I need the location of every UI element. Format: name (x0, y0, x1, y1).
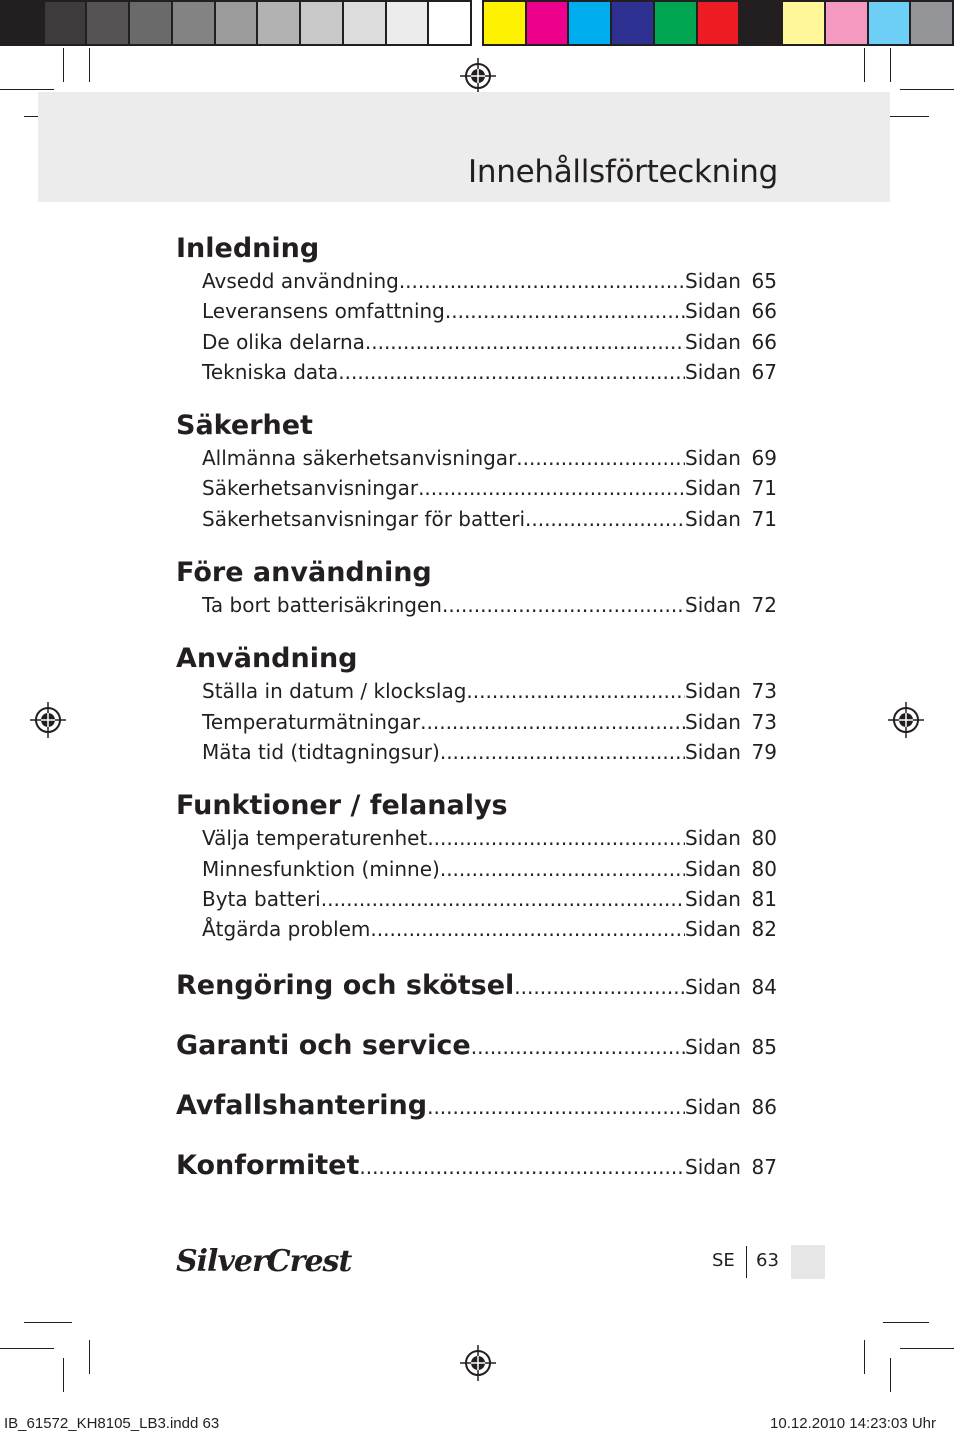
page-number-ref: 86 (751, 1095, 777, 1120)
toc-entry[interactable] (176, 823, 777, 853)
page-word: Sidan (685, 506, 741, 531)
toc-page-ref (685, 1155, 777, 1179)
toc-page-ref (685, 914, 777, 944)
process-color-swatch (740, 2, 783, 44)
toc-section-heading: Före användning (176, 557, 432, 589)
page-number-ref: 73 (751, 679, 777, 704)
page-word: Sidan (685, 917, 741, 942)
toc-entry[interactable] (176, 914, 777, 944)
dot-leader (420, 707, 685, 737)
dot-leader (365, 327, 685, 357)
page-number-ref: 87 (751, 1155, 777, 1180)
crop-mark (883, 1322, 929, 1323)
gray-swatch (45, 2, 88, 44)
process-color-swatch (527, 2, 570, 44)
dot-leader (338, 357, 685, 387)
page-word: Sidan (685, 1035, 741, 1060)
page-number-ref: 73 (751, 709, 777, 734)
registration-mark-icon (460, 58, 496, 94)
toc-page-ref (685, 590, 777, 620)
page-word: Sidan (685, 476, 741, 501)
toc-entry-label: Säkerhetsanvisningar (202, 476, 419, 501)
dot-leader (427, 823, 685, 853)
page-number-ref: 66 (751, 329, 777, 354)
crop-mark (890, 48, 891, 82)
process-color-swatch (911, 2, 952, 44)
process-color-swatch (484, 2, 527, 44)
process-color-swatch (869, 2, 912, 44)
toc-section (176, 409, 777, 534)
toc-page-ref (685, 327, 777, 357)
toc-entry-label: Välja temperaturenhet (202, 826, 428, 851)
process-color-swatch (826, 2, 869, 44)
dot-leader (445, 296, 685, 326)
toc-page-ref (685, 296, 777, 326)
page-word: Sidan (685, 1155, 741, 1180)
toc-entry-label: Säkerhetsanvisningar för batteri (202, 506, 525, 531)
toc-main-entry-label: Konformitet (176, 1150, 360, 1182)
page-word: Sidan (685, 826, 741, 851)
page-number: 63 (756, 1250, 779, 1271)
toc-entry-label: Byta batteri (202, 886, 321, 911)
toc-entry[interactable] (176, 473, 777, 503)
page-word: Sidan (685, 593, 741, 618)
brand-logo: SilverCrest (176, 1244, 352, 1279)
dot-leader (440, 737, 685, 767)
page-word: Sidan (685, 299, 741, 324)
gray-swatch (301, 2, 344, 44)
page-number-ref: 81 (751, 886, 777, 911)
crop-mark (900, 1348, 954, 1349)
dot-leader (466, 676, 685, 706)
page-number-ref: 71 (751, 506, 777, 531)
toc-entry-label: Mäta tid (tidtagningsur) (202, 739, 440, 764)
toc-page-ref (685, 823, 777, 853)
toc-page-ref (685, 357, 777, 387)
toc-entry-label: Temperaturmätningar (202, 709, 421, 734)
crop-mark (864, 48, 865, 82)
crop-mark (24, 1322, 72, 1323)
toc-entry-label: Minnesfunktion (minne) (202, 856, 440, 881)
toc-entry[interactable] (176, 676, 777, 706)
page-number-ref: 82 (751, 917, 777, 942)
toc-main-entry-label: Garanti och service (176, 1030, 471, 1062)
page-word: Sidan (685, 856, 741, 881)
crop-mark (890, 1358, 891, 1392)
toc-entry[interactable] (176, 737, 777, 767)
toc-section (176, 232, 777, 387)
toc-main-entry[interactable] (176, 1030, 777, 1070)
page-word: Sidan (685, 975, 741, 1000)
toc-main-entry[interactable] (176, 1150, 777, 1190)
toc-page-ref (685, 975, 777, 999)
toc-entry-label: Allmänna säkerhetsanvisningar (202, 446, 517, 471)
toc-section (176, 556, 777, 620)
dot-leader (418, 473, 685, 503)
page-number-ref: 80 (751, 826, 777, 851)
gray-swatch (2, 2, 45, 44)
page-number-ref: 72 (751, 593, 777, 618)
slug-datetime: 10.12.2010 14:23:03 Uhr (770, 1415, 936, 1432)
crop-mark (63, 48, 64, 82)
process-color-swatch (655, 2, 698, 44)
page-number-ref: 67 (751, 359, 777, 384)
dot-leader (321, 884, 685, 914)
toc-page-ref (685, 443, 777, 473)
crop-mark (63, 1358, 64, 1392)
page-number-ref: 65 (751, 269, 777, 293)
toc-entry-label: Avsedd användning (202, 269, 399, 293)
toc-entry[interactable] (176, 327, 777, 357)
page-number-ref: 79 (751, 739, 777, 764)
process-color-swatch (569, 2, 612, 44)
toc-entry-label: De olika delarna (202, 329, 365, 354)
toc-main-entry[interactable] (176, 1090, 777, 1130)
toc-main-entry-label: Rengöring och skötsel (176, 970, 515, 1002)
dot-leader (370, 914, 685, 944)
toc-entry-label: Tekniska data (202, 359, 339, 384)
dot-leader (399, 266, 685, 296)
toc-main-entry-label: Avfallshantering (176, 1090, 428, 1122)
dot-leader (471, 1035, 685, 1059)
page-word: Sidan (685, 739, 741, 764)
toc-page-ref (685, 884, 777, 914)
toc-page-ref (685, 737, 777, 767)
toc-page-ref (685, 1035, 777, 1059)
page-word: Sidan (685, 886, 741, 911)
gray-swatch (344, 2, 387, 44)
gray-swatch (216, 2, 259, 44)
toc-entry[interactable] (176, 707, 777, 737)
gray-swatch (429, 2, 470, 44)
toc-section-heading: Säkerhet (176, 410, 313, 442)
dot-leader (442, 590, 685, 620)
dot-leader (359, 1155, 685, 1179)
footer-tab-box (791, 1245, 825, 1279)
toc-entry[interactable] (176, 884, 777, 914)
page-word: Sidan (685, 269, 741, 293)
toc-page-ref (685, 707, 777, 737)
dot-leader (525, 504, 685, 534)
registration-mark-icon (460, 1345, 496, 1381)
crop-mark (0, 89, 54, 90)
toc-entry[interactable] (176, 854, 777, 884)
page-number-ref: 69 (751, 446, 777, 471)
gray-swatch (258, 2, 301, 44)
gray-swatch (130, 2, 173, 44)
toc-entry[interactable] (176, 504, 777, 534)
toc-page-ref (685, 504, 777, 534)
page-number-ref: 71 (751, 476, 777, 501)
crop-mark (89, 48, 90, 82)
process-color-swatch (612, 2, 655, 44)
page-word: Sidan (685, 679, 741, 704)
language-code: SE (712, 1250, 735, 1271)
process-color-bar (482, 0, 954, 46)
gray-swatch (173, 2, 216, 44)
process-color-swatch (698, 2, 741, 44)
toc-page-ref (685, 854, 777, 884)
toc-entry-label: Ta bort batterisäkringen (202, 593, 442, 618)
toc-entry[interactable] (176, 357, 777, 387)
page-word: Sidan (685, 359, 741, 384)
page-number-ref: 66 (751, 299, 777, 324)
page-word: Sidan (685, 446, 741, 471)
page-number-ref: 80 (751, 856, 777, 881)
dot-leader (514, 975, 685, 999)
gray-color-bar (0, 0, 472, 46)
dot-leader (516, 443, 685, 473)
toc-page-ref (685, 1095, 777, 1119)
toc-entry[interactable] (176, 296, 777, 326)
toc-entry[interactable] (176, 266, 777, 296)
gray-swatch (387, 2, 430, 44)
toc-entry-label: Leveransens omfattning (202, 299, 445, 324)
page-word: Sidan (685, 329, 741, 354)
registration-mark-icon (30, 702, 66, 738)
page-word: Sidan (685, 709, 741, 734)
dot-leader (440, 854, 685, 884)
registration-mark-icon (888, 702, 924, 738)
page-number-ref: 85 (751, 1035, 777, 1060)
toc-entry-label: Ställa in datum / klockslag (202, 679, 467, 704)
toc-entry[interactable] (176, 590, 777, 620)
process-color-swatch (783, 2, 826, 44)
toc-section-heading: Inledning (176, 233, 320, 264)
toc-entry-label: Åtgärda problem (202, 917, 371, 942)
toc-section-heading: Funktioner / felanalys (176, 790, 508, 822)
crop-mark (900, 89, 954, 90)
gray-swatch (87, 2, 130, 44)
toc-entry[interactable] (176, 443, 777, 473)
toc-page-ref (685, 266, 777, 296)
slug-filename: IB_61572_KH8105_LB3.indd 63 (4, 1415, 220, 1432)
page-number-ref: 84 (751, 975, 777, 1000)
toc-section (176, 642, 777, 767)
dot-leader (427, 1095, 685, 1119)
page-word: Sidan (685, 1095, 741, 1120)
footer-divider (746, 1246, 747, 1278)
toc-page-ref (685, 473, 777, 503)
table-of-contents (176, 232, 777, 1190)
crop-mark (89, 1340, 90, 1374)
crop-mark (0, 1348, 54, 1349)
toc-section-heading: Användning (176, 643, 358, 675)
page-title: Innehållsförteckning (468, 154, 778, 190)
toc-main-entry[interactable] (176, 970, 777, 1010)
toc-page-ref (685, 676, 777, 706)
toc-section (176, 789, 777, 944)
crop-mark (864, 1340, 865, 1374)
